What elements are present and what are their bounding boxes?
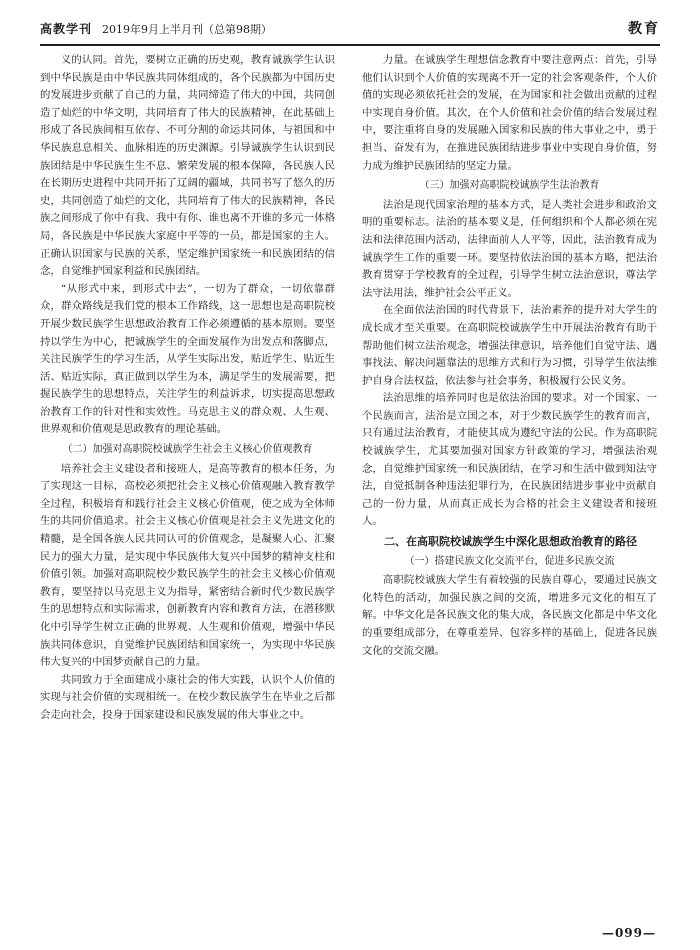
body-paragraph: 义的认同。首先，要树立正确的历史观，教育诚族学生认识到中华民族是由中华民族共同体组成的，各个民族都为中国历史的发展进步贡献了自己的力量，共同缔造了伟大的中国，共同创造了灿烂的中华文明，共同培育了伟大的民族精神，在此基础上形成了各民族间相互依存、不可分割的命运共同体，与祖国和中华民族息息相关、血脉相连的历史渊源。引导诚族学生认识到民族团结是中华民族生生不息、繁荣发展的根本保障，各民族人民在长期历史进程中共同开拓了辽阔的疆域，共同书写了悠久的历史，共同创造了灿烂的文化，共同培育了伟大的民族精神，各民族之间形成了你中有我、我中有你、谁也离不开谁的多元一体格局，各民族是中华民族大家庭中平等的一员，都是国家的主人。正确认识国家与民族的关系，坚定维护国家统一和民族团结的信念，自觉维护国家利益和民族团结。 (40, 54, 335, 278)
left-column (40, 52, 335, 725)
body-paragraph: 法治是现代国家治理的基本方式，是人类社会进步和政治文明的重要标志。法治的基本要义是，任何组织和个人都必须在宪法和法律范围内活动，法律面前人人平等，因此，法治教育成为诚族学生工作的重要一环。要坚持依法治国的基本方略，把法治教育贯穿于学校教育的全过程，引导学生树立法治意识，尊法学法守法用法，维护社会公平正义。 (362, 198, 657, 299)
body-paragraph: 共同致力于全面建成小康社会的伟大实践，认识个人价值的实现与社会价值的实现相统一。在校少数民族学生在毕业之后都会走向社会，投身于国家建设和民族发展的伟大事业之中。 (40, 673, 335, 721)
section-label: 教育 (628, 21, 660, 37)
body-paragraph: “从形式中来，到形式中去”，一切为了群众，一切依靠群众，群众路线是我们党的根本工作路线，这一思想也是高职院校开展少数民族学生思想政治教育工作必须遵循的基本原则。要坚持以学生为中心，把诚族学生的全面发展作为出发点和落脚点，关注民族学生的学习生活，从学生实际出发，贴近学生、贴近生活、贴近实际，真正做到以学生为本，满足学生的发展需要，把握民族学生的思想特点，关注学生的利益诉求，切实提高思想政治教育工作的针对性和实效性。马克思主义的群众观、人生观、世界观和价值观是思政教育的理论基础。 (40, 282, 335, 436)
body-paragraph: 法治思维的培养同时也是依法治国的要求。对一个国家、一个民族而言，法治是立国之本，对于少数民族学生的教育而言，只有通过法治教育，才能使其成为遵纪守法的公民。作为高职院校诚族学生，尤其要加强对国家方针政策的学习，增强法治观念，自觉维护国家统一和民族团结，在学习和生活中做到知法守法，自觉抵制各种违法犯罪行为，在民族团结进步事业中贡献自己的一份力量，从而真正成长为合格的社会主义建设者和接班人。 (362, 392, 657, 528)
section-heading: 二、在高职院校诚族学生中深化思想政治教育的路径 (384, 535, 637, 549)
body-paragraph: 培养社会主义建设者和接班人，是高等教育的根本任务，为了实现这一目标，高校必须把社会主义核心价值观融入教育教学全过程，积极培育和践行社会主义核心价值观，使之成为全体师生的共同价值追求。社会主义核心价值观是社会主义先进文化的精髓，是全国各族人民共同认可的价值观念，是凝聚人心、汇聚民力的强大力量，是实现中华民族伟大复兴中国梦的精神支柱和价值引领。加强对高职院校少数民族学生的社会主义核心价值观教育，要坚持以马克思主义为指导，紧密结合新时代少数民族学生的思想特点和实际需求，创新教育内容和教育方法，在潜移默化中引导学生树立正确的世界观、人生观和价值观，增强中华民族共同体意识，自觉维护民族团结和国家统一，为实现中华民族伟大复兴的中国梦贡献自己的力量。 (40, 462, 335, 669)
body-paragraph: 在全面依法治国的时代背景下，法治素养的提升对大学生的成长成才至关重要。在高职院校诚族学生中开展法治教育有助于帮助他们树立法治观念，增强法律意识，培养他们自觉守法、遇事找法、解决问题靠法的思维方式和行为习惯，引导学生依法维护自身合法权益，依法参与社会事务，积极履行公民义务。 (362, 304, 657, 387)
subsection-heading: （一）搭建民族文化交流平台，促进多民族交流 (404, 555, 615, 567)
issue-info: 2019年9月上半月刊（总第98期） (102, 23, 272, 36)
right-column (362, 52, 657, 660)
body-paragraph: 高职院校诚族大学生有着较强的民族自尊心，要通过民族文化特色的活动，加强民族之间的交流，增进多元文化的相互了解。中华文化是各民族文化的集大成，各民族文化都是中华文化的重要组成部分，在尊重差异、包容多样的基础上，促进各民族文化的交流交融。 (362, 574, 657, 657)
subsection-heading: （二）加强对高职院校诚族学生社会主义核心价值观教育 (62, 444, 313, 456)
running-header (40, 12, 660, 46)
journal-title: 高教学刊 (40, 22, 93, 36)
body-paragraph: 力量。在诚族学生理想信念教育中要注意两点：首先，引导他们认识到个人价值的实现离不开一定的社会客观条件，个人价值的实现必须依托社会的发展，在为国家和社会做出贡献的过程中实现自身价值。其次，在个人价值和社会价值的结合发展过程中，要注重将自身的发展融入国家和民族的伟大事业之中，勇于担当、奋发有为，在推进民族团结进步事业中实现自身价值，努力成为维护民族团结的坚定力量。 (362, 54, 657, 172)
page-number: —099— (601, 926, 656, 940)
subsection-heading: （三）加强对高职院校诚族学生法治教育 (419, 180, 600, 192)
